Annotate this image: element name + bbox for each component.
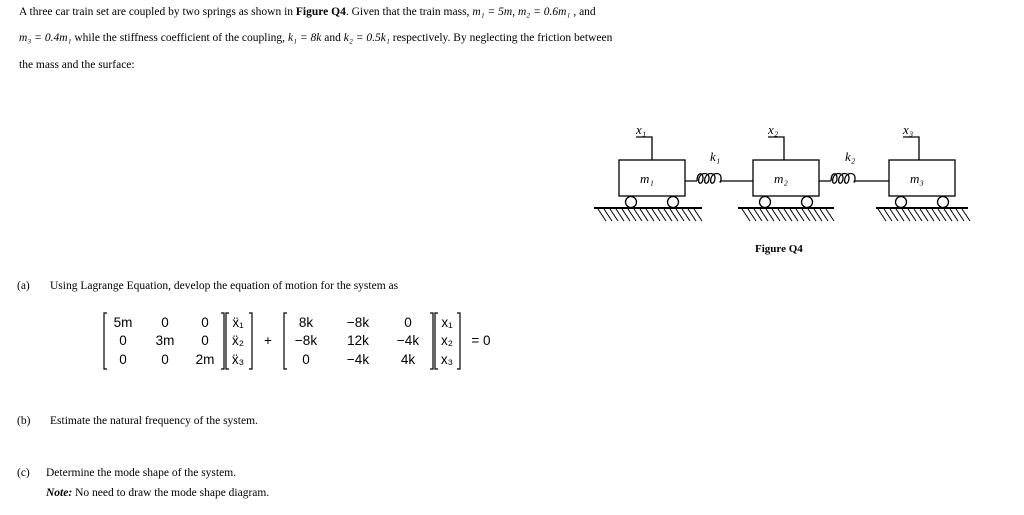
m2-label: m₂ — [774, 171, 788, 186]
ground-hatch-3 — [878, 209, 970, 221]
figure-reference: Figure Q4 — [295, 6, 346, 18]
stiffness-matrix-cell: −4k — [346, 352, 370, 367]
part-b-label: (b) — [17, 415, 31, 427]
bracket — [226, 313, 229, 369]
problem-line-2 — [19, 32, 612, 44]
stiffness-matrix-cell: 8k — [298, 315, 314, 330]
figure-q4-diagram — [588, 118, 978, 258]
mass-matrix-cell: 0 — [161, 352, 169, 367]
problem-text: respectively. By neglecting the friction between — [389, 32, 613, 44]
disp-vector-cell: x₃ — [440, 352, 454, 367]
stiffness-matrix-cell: 12k — [347, 333, 369, 348]
ground-hatch-1 — [598, 209, 702, 221]
separator: , — [512, 6, 518, 18]
m1-equation: m₁ = 5m — [472, 6, 513, 18]
part-c-note — [46, 487, 269, 499]
mass-matrix-cell: 3m — [155, 333, 175, 348]
problem-text: . Given that the train mass, — [345, 6, 473, 18]
figure-caption: Figure Q4 — [755, 243, 803, 255]
k1-label: k₁ — [710, 149, 721, 164]
mass-matrix-cell: 0 — [119, 352, 127, 367]
spring-k2 — [819, 174, 889, 184]
mass-matrix-cell: 0 — [161, 315, 169, 330]
part-c-label: (c) — [17, 467, 30, 479]
x3-label: x₃ — [903, 122, 914, 137]
disp-vector-cell: x₂ — [441, 333, 453, 348]
problem-text: A three car train set are coupled by two springs as shown in — [19, 6, 296, 18]
bracket — [430, 313, 433, 369]
bracket — [249, 313, 252, 369]
mass-matrix-cell: 2m — [195, 352, 215, 367]
wheel — [668, 197, 679, 208]
part-c-text: Determine the mode shape of the system. — [46, 467, 237, 479]
equation-of-motion — [103, 311, 503, 371]
k1-equation: k₁ = 8k — [287, 32, 322, 44]
x3-arrow — [903, 137, 919, 160]
x2-arrow — [768, 137, 784, 160]
stiffness-matrix-cell: 0 — [302, 352, 310, 367]
spring-k1 — [685, 174, 753, 184]
bracket — [435, 313, 438, 369]
part-a-label: (a) — [17, 280, 30, 292]
stiffness-matrix-cell: 0 — [404, 315, 412, 330]
accel-vector-cell: ẍ₂ — [232, 333, 244, 348]
part-b-text: Estimate the natural frequency of the system. — [50, 415, 258, 427]
ground-hatch-2 — [742, 209, 834, 221]
m3-equation: m₃ = 0.4m₁ — [19, 32, 72, 44]
stiffness-matrix-cell: −8k — [294, 333, 318, 348]
wheel — [626, 197, 637, 208]
problem-text: while the stiffness coefficient of the coupling, — [71, 32, 288, 44]
x1-arrow — [636, 137, 652, 160]
stiffness-matrix-cell: 4k — [400, 352, 416, 367]
wheel — [896, 197, 907, 208]
stiffness-matrix-cell: −4k — [396, 333, 420, 348]
equals-zero: = 0 — [471, 333, 491, 348]
k2-label: k₂ — [845, 149, 856, 164]
m3-label: m₃ — [910, 171, 924, 186]
problem-line-3: the mass and the surface: — [19, 59, 135, 71]
problem-text: , and — [570, 6, 596, 18]
bracket — [221, 313, 224, 369]
bracket — [284, 313, 287, 369]
m1-label: m₁ — [640, 171, 654, 186]
bracket — [104, 313, 107, 369]
stiffness-matrix-cell: −8k — [346, 315, 370, 330]
wheel — [760, 197, 771, 208]
m2-equation: m₂ = 0.6m₁ — [517, 6, 571, 18]
wheel — [938, 197, 949, 208]
disp-vector-cell: x₁ — [441, 315, 453, 330]
problem-line-1 — [19, 6, 596, 18]
x1-label: x₁ — [636, 122, 647, 137]
wheel — [802, 197, 813, 208]
bracket — [457, 313, 460, 369]
mass-matrix-cell: 0 — [201, 315, 209, 330]
mass-matrix-cell: 5m — [113, 315, 133, 330]
note-text: No need to draw the mode shape diagram. — [72, 487, 270, 499]
k2-equation: k₂ = 0.5k₁ — [343, 32, 390, 44]
plus-sign: + — [264, 333, 272, 348]
accel-vector-cell: ẍ₁ — [232, 315, 244, 330]
note-label: Note: — [46, 487, 73, 499]
mass-matrix-cell: 0 — [119, 333, 127, 348]
mass-matrix-cell: 0 — [201, 333, 209, 348]
part-a-text: Using Lagrange Equation, develop the equation of motion for the system as — [50, 280, 399, 292]
problem-text: and — [321, 32, 344, 44]
x2-label: x₂ — [768, 122, 779, 137]
accel-vector-cell: ẍ₃ — [231, 352, 245, 367]
